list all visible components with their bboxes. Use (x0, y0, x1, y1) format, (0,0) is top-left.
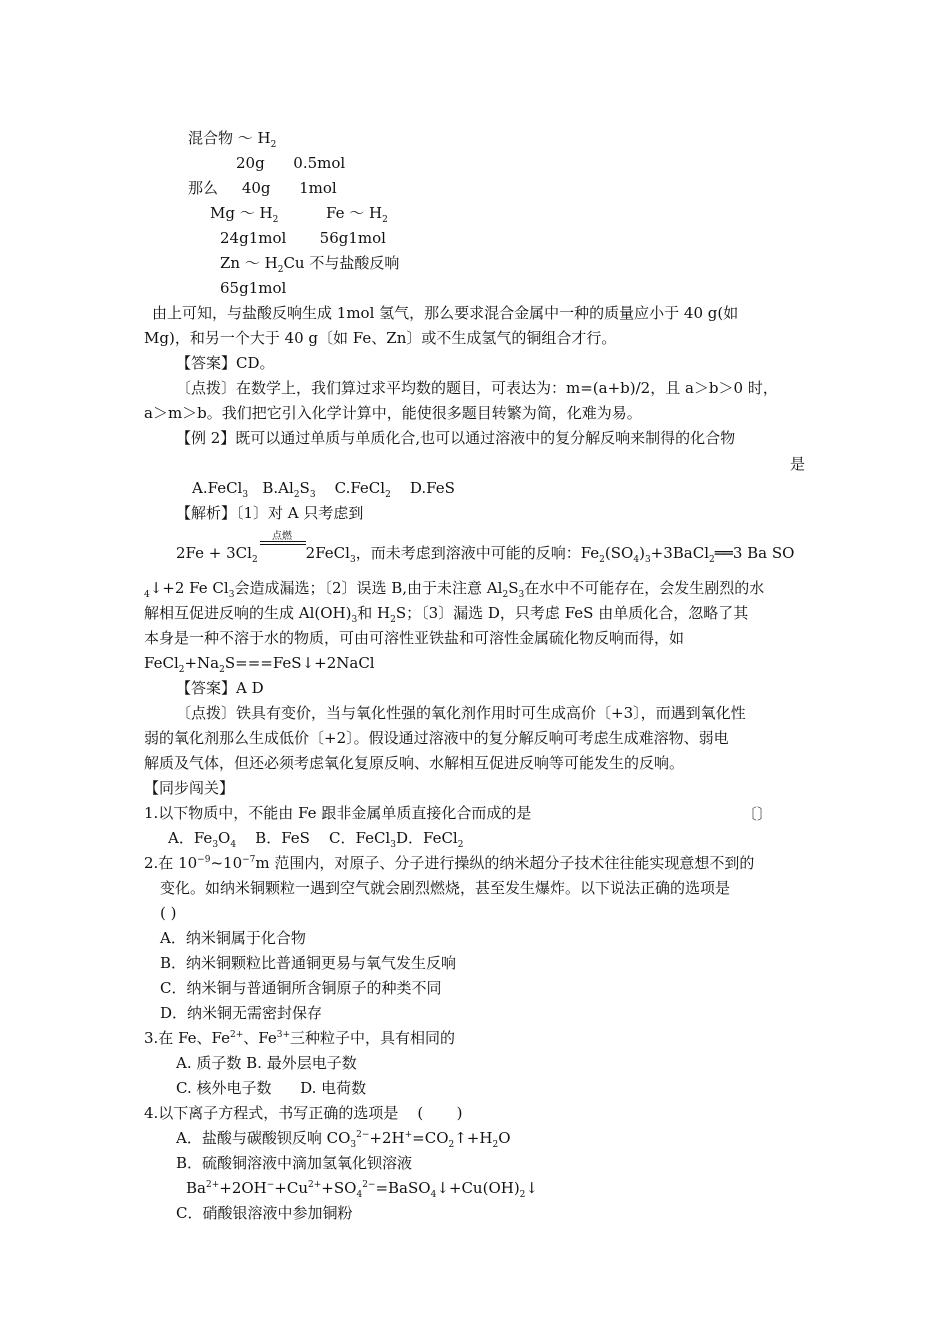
question-3-options: A. 质子数 B. 最外层电子数 (176, 1054, 357, 1072)
question-1-paren: 〔〕 (742, 805, 773, 823)
calc-line-6: Zn ～ $H_2Cu$ 不与盐酸反响 (220, 254, 400, 275)
example-2-options: A.FeCl$_3$ $B.Al_2S_3$ C.FeCl$_2$ D.FeS (192, 479, 455, 500)
question-1-stem: 1.以下物质中，不能由 Fe 跟非金属单质直接化合而成的是 (144, 804, 532, 822)
question-3-stem: 3.在 Fe、$Fe^{2+}$、$Fe^{3+}$三种粒子中，具有相同的 (144, 1029, 456, 1047)
equation-line: $2Fe + 3Cl_2$ 2FeCl$_3$，而未考虑到溶液中可能的反响：$Fe_2(SO_4)_3+3BaCl_2══3$ Ba SO (176, 544, 795, 565)
calc-line-4: Mg ～ $H_2$ Fe ～ $H_2$ (210, 204, 388, 225)
calc-line-2: 20g 0.5mol (236, 154, 346, 172)
tip-line: 〔点拨〕铁具有变价，当与氧化性强的氧化剂作用时可生成高价〔+3〕，而遇到氧化性 (176, 704, 746, 722)
question-1-options: A．$Fe_3O_4$ B．FeS C．FeCl$_3$D．FeCl$_2$ (168, 829, 464, 850)
answer-1: 【答案】CD。 (176, 354, 275, 372)
reaction-condition: 点燃 (272, 531, 292, 542)
analysis-line: 解相互促进反响的生成 $Al(OH)_3$和 $H_2S$；〔3〕漏选 D，只考虑 FeS 由单质化合，忽略了其 (144, 604, 749, 625)
tip-line: 〔点拨〕在数学上，我们算过求平均数的题目，可表达为：m=(a+b)/2，且 a＞b＞0 时， (176, 379, 778, 397)
analysis-head: 【解析】〔1〕对 A 只考虑到 (176, 504, 364, 522)
question-2-option-d: D．纳米铜无需密封保存 (160, 1004, 323, 1022)
equation-arrow (260, 541, 306, 542)
analysis-line: 本身是一种不溶于水的物质，可由可溶性亚铁盐和可溶性金属硫化物反响而得，如 (144, 629, 685, 647)
paragraph-line: 由上可知，与盐酸反响生成 1mol 氢气，那么要求混合金属中一种的质量应小于 40 g(如 (152, 304, 739, 322)
calc-line-1: 混合物 ～ $H_2$ (188, 129, 277, 150)
calc-line-5: 24g1mol 56g1mol (220, 229, 386, 247)
question-4-option-b-equation: $Ba^{2+}+2OH^-+Cu^{2+}+SO_4^{2-}=BaSO_4↓+Cu(OH)_2↓$ (186, 1179, 538, 1200)
question-4-option-b: B．硫酸铜溶液中滴加氢氧化钡溶液 (176, 1154, 413, 1172)
example-2-stem: 【例 2】既可以通过单质与单质化合,也可以通过溶液中的复分解反响来制得的化合物 (176, 429, 736, 447)
tip-line: 解质及气体，但还必须考虑氧化复原反响、水解相互促进反响等可能发生的反响。 (144, 754, 685, 772)
tip-line: a＞m＞b。我们把它引入化学计算中，能使很多题目转繁为简，化难为易。 (144, 404, 642, 422)
example-2-tail: 是 (790, 455, 806, 473)
question-2-line: 变化。如纳米铜颗粒一遇到空气就会剧烈燃烧，甚至发生爆炸。以下说法正确的选项是 (160, 879, 731, 897)
question-4-option-a: A．盐酸与碳酸钡反响 $CO_3^{2-}+2H^+=CO_2↑+H_2O$ (176, 1129, 511, 1150)
tip-line: 弱的氧化剂那么生成低价〔+2〕。假设通过溶液中的复分解反响可考虑生成难溶物、弱电 (144, 729, 729, 747)
question-2-option-c: C．纳米铜与普通铜所含铜原子的种类不同 (160, 979, 442, 997)
calc-line-3: 那么 40g 1mol (188, 179, 337, 197)
question-4-option-c: C．硝酸银溶液中参加铜粉 (176, 1204, 353, 1222)
analysis-line: $FeCl_2+Na_2S===FeS↓+2NaCl$ (144, 654, 375, 675)
question-3-options: C. 核外电子数 D. 电荷数 (176, 1079, 367, 1097)
section-title: 【同步闯关】 (144, 779, 235, 797)
question-2-option-a: A．纳米铜属于化合物 (160, 929, 306, 947)
analysis-line: $_4$↓+2 Fe $Cl_3$会造成漏选；〔2〕误选 B,由于未注意 $Al_2S_3$在水中不可能存在，会发生剧烈的水 (144, 579, 765, 600)
paragraph-line: Mg)，和另一个大于 40 g〔如 Fe、Zn〕或不生成氢气的铜组合才行。 (144, 329, 617, 347)
question-2-line: ( ) (160, 904, 177, 922)
question-4-stem: 4.以下离子方程式，书写正确的选项是 ( ) (144, 1104, 463, 1122)
calc-line-7: 65g1mol (220, 279, 287, 297)
question-2-stem: 2.在 $10^{-9}\sim 10^{-7}m$ 范围内，对原子、分子进行操纵的纳米超分子技术往往能实现意想不到的 (144, 854, 755, 872)
question-2-option-b: B．纳米铜颗粒比普通铜更易与氧气发生反响 (160, 954, 457, 972)
answer-2: 【答案】A D (176, 679, 264, 697)
